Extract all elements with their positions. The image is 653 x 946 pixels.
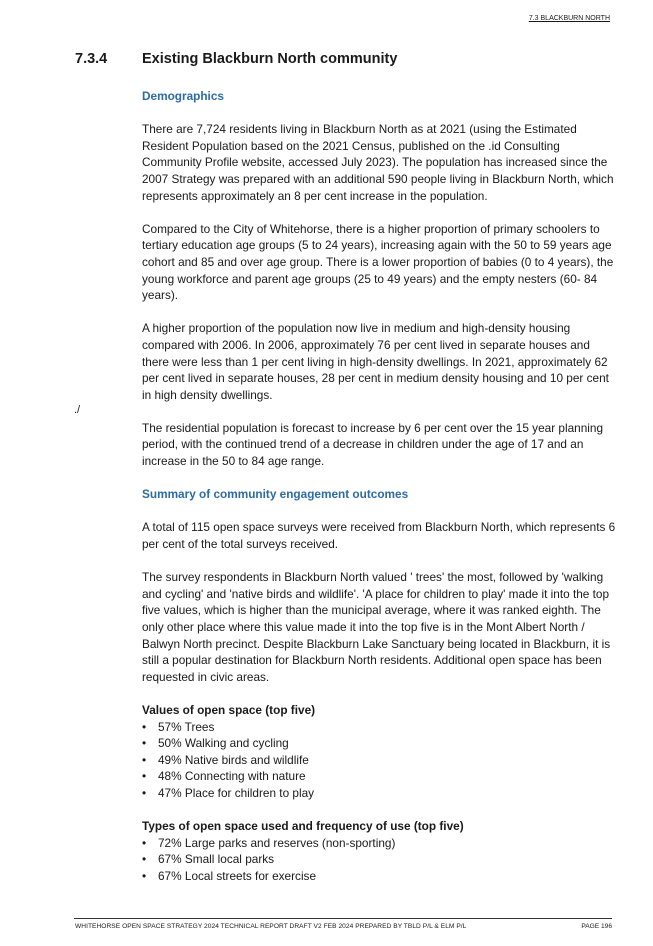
body-content [142,88,616,901]
list-item [142,735,616,752]
engagement-paragraph: The survey respondents in Blackburn North valued ' trees' the most, followed by 'walking and cycling' and 'native birds and wildlife'. 'A place for children to play' made it into the top five values, which is higher than the municipal average, where it was ranked eighth. The only other place where this value made it into the top five is in the Mont Albert North / Balwyn North precinct. Despite Blackburn Lake Sanctuary being located in Blackburn, it is still a popular destination for Blackburn North residents. Additional open space has been requested in civic areas. [142,570,611,684]
demographics-paragraph: The residential population is forecast to increase by 6 per cent over the 15 year planning period, with the continued trend of a decrease in children under the age of 17 and an increase in the 50 to 84 age range. [142,420,604,469]
bullet-icon: • [142,785,147,800]
bullet-icon: • [142,868,147,883]
list-item [142,868,616,885]
list-item [142,851,616,868]
list-item-text: 48% Connecting with nature [158,769,306,784]
bullet-icon: • [142,752,147,767]
demographics-paragraph: A higher proportion of the population now live in medium and high-density housing compared with 2006. In 2006, approximately 76 per cent lived in separate houses and there were less than 1 per cent living in high-density dwellings. In 2021, approximately 62 per cent lived in separate houses, 28 per cent in medium density housing and 10 per cent in high density dwellings. [142,321,609,402]
footer-document-info: WHITEHORSE OPEN SPACE STRATEGY 2024 TECHNICAL REPORT DRAFT V2 FEB 2024 PREPARED BY TBLD P/L & ELM P/L [75,923,467,930]
bullet-icon: • [142,852,147,867]
list-item-text: 67% Small local parks [158,852,275,867]
values-list-title: Values of open space (top five) [142,702,316,717]
values-list [142,719,616,802]
bullet-icon: • [142,769,147,784]
demographics-paragraph: There are 7,724 residents living in Blackburn North as at 2021 (using the Estimated Resident Population based on the 2021 Census, published on the .id Consulting Community Profile website, accessed July 2023). The population has increased since the 2007 Strategy was prepared with an additional 590 people living in Blackburn North, which represents approximately an 8 per cent increase in the population. [142,122,614,203]
types-list [142,835,616,885]
types-list-title: Types of open space used and frequency of use (top five) [142,819,464,834]
engagement-heading: Summary of community engagement outcomes [142,487,409,502]
footer-divider [74,918,612,919]
list-item [142,752,616,769]
list-item-text: 67% Local streets for exercise [158,868,317,883]
list-item-text: 57% Trees [158,719,215,734]
list-item [142,835,616,852]
bullet-icon: • [142,736,147,751]
footer-page-number: PAGE 196 [581,923,612,930]
section-number: 7.3.4 [75,51,108,67]
list-item-text: 72% Large parks and reserves (non-sporting) [158,835,396,850]
list-item-text: 47% Place for children to play [158,785,315,800]
demographics-heading: Demographics [142,89,224,103]
list-item [142,768,616,785]
list-item [142,785,616,802]
list-item-text: 50% Walking and cycling [158,736,289,751]
list-item [142,719,616,736]
bullet-icon: • [142,719,147,734]
engagement-paragraph: A total of 115 open space surveys were received from Blackburn North, which represents 6 per cent of the total surveys received. [142,520,616,552]
bullet-icon: • [142,835,147,850]
demographics-paragraph: Compared to the City of Whitehorse, there is a higher proportion of primary schoolers to tertiary education age groups (5 to 24 years), increasing again with the 50 to 59 years age cohort and 85 and over age group. There is a lower proportion of babies (0 to 4 years), the young workforce and parent age groups (25 to 49 years) and the empty nesters (60- 84 years). [142,221,614,303]
margin-mark: ./ [74,404,81,416]
section-title: Existing Blackburn North community [142,51,398,67]
list-item-text: 49% Native birds and wildlife [158,752,309,767]
running-header: 7.3 BLACKBURN NORTH [528,15,610,22]
